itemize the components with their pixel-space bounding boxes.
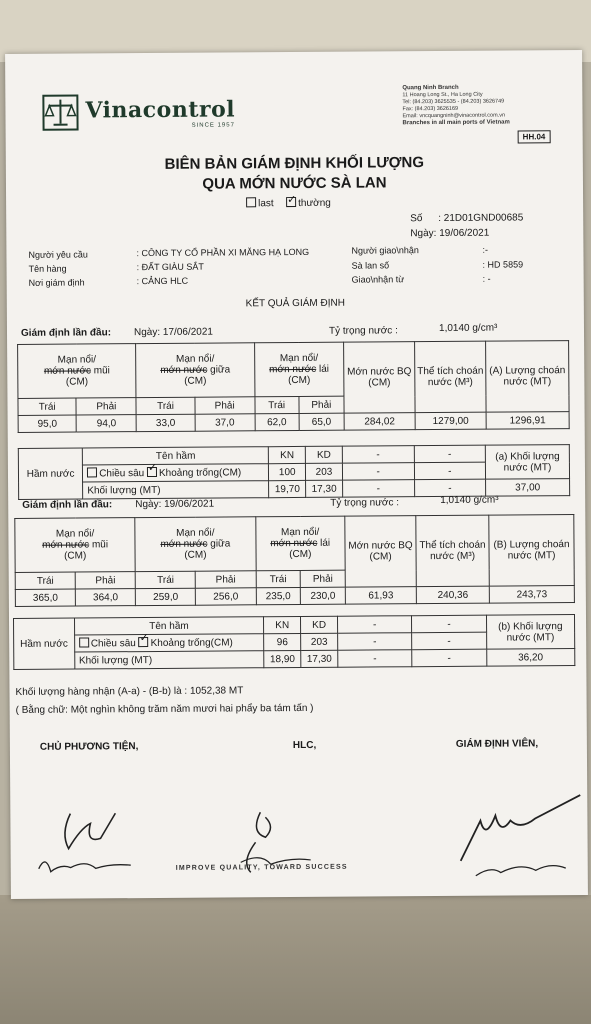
label-deliver-from: Giao\nhận từ: [351, 274, 405, 285]
cell-aft-left: 235,0: [256, 587, 301, 604]
cell-aft-right: 230,0: [301, 587, 346, 604]
cell-fore-right: 364,0: [75, 589, 135, 606]
tank-dash: -: [414, 462, 486, 479]
tank-kn-head: KN: [264, 616, 301, 633]
head-volume: Thể tích choán nước (M³): [416, 515, 489, 587]
ref-number: : 21D01GND00685: [438, 212, 524, 225]
side-right: Phải: [195, 397, 255, 414]
side-right: Phải: [299, 396, 344, 413]
tank-dash: -: [342, 463, 414, 480]
background-floor: [0, 895, 591, 1024]
water-mass-a-label: (a) Khối lượng nước (MT): [485, 445, 569, 480]
label-deliverer: Người giao\nhận: [351, 245, 419, 256]
head-mean-draft: Mớn nước BQ (CM): [344, 342, 415, 413]
summary-net-mass: Khối lượng hàng nhận (A-a) - (B-b) là : 1052,38 MT: [15, 685, 244, 698]
cell-volume: 1279,00: [415, 412, 486, 429]
branch-info: [402, 85, 510, 128]
tank-depth-kn: 100: [269, 463, 306, 480]
tank-depth-kn: 96: [264, 633, 301, 650]
survey2-density-value: 1,0140 g/cm³: [440, 494, 499, 506]
tank-mass-kd: 17,30: [306, 480, 343, 497]
brand-logo-text: Vinacontrol: [85, 96, 236, 124]
ref-number-label: Số: [410, 213, 423, 225]
tank-mass-kd: 17,30: [301, 650, 338, 667]
tank-mass-kn: 18,90: [264, 650, 301, 667]
head-displacement-b: (B) Lượng choán nước (MT): [489, 515, 574, 587]
value-requester: : CÔNG TY CỔ PHẦN XI MĂNG HẠ LONG: [136, 246, 310, 259]
checkbox-depth: [79, 637, 89, 647]
side-right: Phải: [75, 572, 135, 589]
brand-since: SINCE 1957: [191, 122, 235, 129]
side-left: Trái: [15, 572, 75, 589]
value-cargo: : ĐẤT GIÀU SẮT: [136, 261, 204, 273]
tank-mass-label: Khối lượng (MT): [83, 481, 269, 499]
result-title: KẾT QUẢ GIÁM ĐỊNH: [245, 297, 345, 310]
tank-dash: -: [412, 615, 486, 633]
cell-mean-draft: 284,02: [344, 413, 415, 430]
signer-hlc-title: HLC,: [292, 739, 317, 752]
tank-dash: -: [342, 446, 414, 463]
document-sheet: [5, 50, 588, 899]
scale-logo-icon: [41, 94, 79, 132]
survey1-density-value: 1,0140 g/cm³: [438, 322, 498, 335]
cell-fore-left: 95,0: [18, 415, 76, 432]
branch-fax: Fax: (84.203) 3626169: [402, 105, 459, 113]
branch-email: Email: vncquangninh@vinacontrol.com.vn: [402, 112, 506, 120]
tank-dash: -: [414, 445, 486, 462]
signer-owner-title: CHỦ PHƯƠNG TIỆN,: [39, 741, 139, 753]
checkbox-normal: [286, 197, 296, 207]
side-right: Phải: [76, 398, 136, 415]
checkbox-space: [147, 467, 157, 477]
tank-dash: -: [338, 633, 412, 651]
form-code: HH.04: [518, 130, 551, 143]
cell-volume: 240,36: [416, 586, 489, 604]
tank-dash: -: [414, 479, 486, 496]
head-aft-draft: Mạn nổi/ mớn nước lái (CM): [255, 516, 345, 571]
head-mid-draft: Mạn nổi/ mớn nước giữa (CM): [135, 517, 256, 572]
cell-aft-left: 62,0: [255, 413, 299, 430]
value-deliverer: :-: [482, 244, 488, 255]
side-left: Trái: [136, 397, 194, 414]
footer-slogan: IMPROVE QUALITY, TOWARD SUCCESS: [175, 863, 348, 872]
head-aft-draft: Mạn nổi/ mớn nước lái (CM): [254, 342, 344, 397]
tank-kn-head: KN: [269, 446, 306, 463]
checkbox-space: [139, 637, 149, 647]
water-mass-b-label: (b) Khối lượng nước (MT): [486, 615, 575, 650]
tank-name-head: Tên hầm: [82, 447, 268, 465]
tank-mass-label: Khối lượng (MT): [74, 651, 264, 669]
survey1-density-label: Tỷ trọng nước :: [328, 325, 398, 337]
cell-aft-right: 65,0: [299, 413, 344, 430]
doc-title-line1: BIÊN BẢN GIÁM ĐỊNH KHỐI LƯỢNG: [164, 154, 425, 173]
side-left: Trái: [255, 396, 299, 413]
tank-depth-kd: 203: [306, 463, 343, 480]
survey1-tank-table: [18, 444, 570, 500]
summary-in-words: ( Bằng chữ: Một nghìn không trăm năm mươi hai phẩy ba tám tấn ): [15, 702, 314, 716]
tank-name-head: Tên hầm: [74, 617, 264, 635]
cell-mid-right: 37,0: [195, 414, 255, 431]
side-left: Trái: [256, 570, 301, 587]
side-right: Phải: [196, 571, 256, 588]
branch-address: 11 Hoang Long St., Ha Long City: [402, 91, 483, 99]
doc-title-line2: QUA MỚN NƯỚC SÀ LAN: [202, 174, 387, 193]
value-deliver-from: : -: [482, 273, 491, 284]
tank-dash: -: [412, 632, 486, 650]
head-mid-draft: Mạn nổi/ mớn nước giữa (CM): [136, 343, 255, 398]
cell-displacement-b: 243,73: [489, 586, 574, 604]
side-left: Trái: [18, 398, 76, 415]
tank-dash: -: [342, 480, 414, 497]
head-fore-draft: Mạn nổi/ mớn nước mũi (CM): [18, 344, 137, 399]
value-barge: : HD 5859: [482, 259, 524, 270]
cell-mid-right: 256,0: [196, 588, 256, 605]
tank-label: Hầm nước: [18, 448, 83, 499]
cell-fore-right: 94,0: [76, 415, 136, 432]
label-cargo: Tên hàng: [28, 263, 67, 274]
signer-surveyor-title: GIÁM ĐỊNH VIÊN,: [455, 738, 539, 750]
checkbox-last: [246, 197, 256, 207]
cell-displacement-a: 1296,91: [486, 412, 569, 430]
water-mass-b-value: 36,20: [486, 649, 575, 667]
cell-mid-left: 259,0: [136, 588, 196, 605]
survey2-density-label: Tỷ trọng nước :: [330, 497, 400, 509]
head-displacement-a: (A) Lượng choán nước (MT): [486, 341, 569, 413]
surveyor-signature: [440, 770, 586, 881]
side-right: Phải: [300, 570, 345, 587]
owner-signature: [30, 793, 161, 884]
tank-depth-space: Chiều sâu ✓ Khoảng trống(CM): [83, 464, 269, 482]
label-place: Nơi giám định: [28, 277, 85, 288]
cell-mid-left: 33,0: [136, 414, 194, 431]
head-volume: Thể tích choán nước (M³): [415, 341, 486, 412]
head-mean-draft: Mớn nước BQ (CM): [345, 516, 416, 587]
tank-dash: -: [412, 649, 486, 667]
tank-depth-space: Chiều sâu ✓ Khoảng trống(CM): [74, 634, 264, 652]
water-mass-a-value: 37,00: [486, 479, 570, 497]
branch-tel: Tel: (84.203) 3625535 - (84.203) 3626749: [402, 98, 505, 106]
tank-dash: -: [337, 616, 411, 634]
survey1-label: Giám định lần đầu:: [20, 327, 112, 339]
cell-mean-draft: 61,93: [345, 587, 416, 604]
hlc-signature: [170, 802, 321, 893]
label-barge: Sà lan số: [351, 260, 390, 271]
survey1-date: Ngày: 17/06/2021: [133, 326, 213, 339]
survey2-tank-table: [13, 614, 575, 670]
tank-kd-head: KD: [301, 616, 338, 633]
tank-depth-kd: 203: [301, 633, 338, 650]
ref-date: Ngày: 19/06/2021: [410, 227, 490, 240]
option-normal: ✓ thường: [286, 197, 331, 209]
value-place: : CẢNG HLC: [136, 275, 189, 287]
survey2-date: Ngày: 19/06/2021: [135, 498, 215, 511]
branch-name: Quang Ninh Branch: [402, 84, 459, 92]
checkbox-depth: [87, 467, 97, 477]
option-last: last: [246, 197, 274, 209]
side-left: Trái: [135, 571, 195, 588]
tank-dash: -: [338, 650, 412, 668]
survey2-label: Giám định lần đầu:: [22, 499, 113, 511]
cell-fore-left: 365,0: [15, 589, 75, 606]
branch-ports: Branches in all main ports of Vietnam: [402, 119, 510, 127]
tank-label: Hầm nước: [13, 618, 74, 669]
tank-mass-kn: 19,70: [269, 480, 306, 497]
label-requester: Người yêu cầu: [28, 249, 88, 260]
survey1-draft-table: [17, 340, 570, 433]
survey2-draft-table: [14, 514, 575, 607]
tank-kd-head: KD: [305, 446, 342, 463]
head-fore-draft: Mạn nổi/ mớn nước mũi (CM): [15, 518, 136, 573]
